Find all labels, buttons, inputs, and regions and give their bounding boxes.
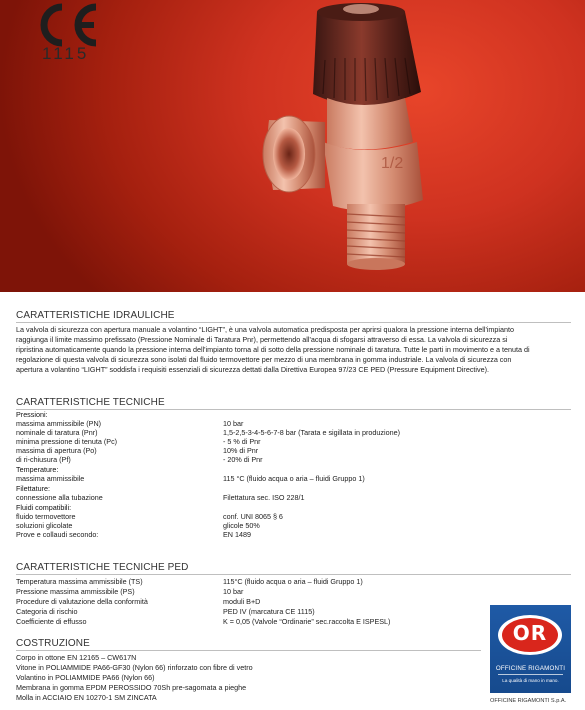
spec-label: nominale di taratura (Pnr) xyxy=(16,428,98,437)
ce-notified-body-number: 1115 xyxy=(42,44,90,63)
hydraulic-description: La valvola di sicurezza con apertura manuale a volantino “LIGHT”, è una valvola automatica predisposta per aprirsi qualora la pressione interna dell'impianto raggiunga il limite massimo prefissato (Pressione Nominale di Taratura Pnr), permettendo all'acqua di sfogarsi attraverso di essa. La valvola di sicurezza si ripristina automaticamente quando la pressione interna dell'impianto torna al di sotto della pressione nominale di taratura. Tutte le parti in movimento e a tenuta di regolazione di questa valvola di sicurezza sono isolati dal fluido termovettore per mezzo di una membrana in gomma industriale. La valvola di sicurezza con apertura a volantino “LIGHT” soddisfa i requisiti essenziali di sicurezza dettati dalla Direttiva Europea 97/23 CE PED (Pressure Equipment Directive). xyxy=(16,325,530,374)
spec-value: - 5 % di Pnr xyxy=(223,437,261,446)
spec-label: Pressioni: xyxy=(16,410,48,419)
ce-mark-icon xyxy=(32,2,102,48)
construction-line: Corpo in ottone EN 12165 – CW617N xyxy=(16,653,137,662)
construction-line: Vitone in POLIAMMIDE PA66-GF30 (Nylon 66) rinforzato con fibre di vetro xyxy=(16,663,253,672)
safety-valve-illustration xyxy=(255,0,455,290)
spec-label: Fluidi compatibili: xyxy=(16,503,72,512)
spec-value: Filettatura sec. ISO 228/1 xyxy=(223,493,305,502)
hydraulic-section xyxy=(16,310,576,375)
ped-label: Procedure di valutazione della conformità xyxy=(16,597,148,606)
logo-divider xyxy=(498,674,563,675)
spec-label: massima ammissibile xyxy=(16,474,85,483)
spec-value: conf. UNI 8065 § 6 xyxy=(223,512,283,521)
spec-label: Temperature: xyxy=(16,465,59,474)
construction-line: Membrana in gomma EPDM PEROSSIDO 70Sh pre-sagomata a pieghe xyxy=(16,683,247,692)
ped-label: Temperatura massima ammissibile (TS) xyxy=(16,577,143,586)
spec-value: - 20% di Pnr xyxy=(223,455,263,464)
ped-row xyxy=(16,577,576,587)
construction-line: Volantino in POLIAMMIDE PA66 (Nylon 66) xyxy=(16,673,155,682)
spec-row xyxy=(16,455,576,465)
spec-value: EN 1489 xyxy=(223,530,251,539)
spec-value: 1,5-2,5-3-4-5-6-7-8 bar (Tarata e sigillata in produzione) xyxy=(223,428,400,437)
product-hero-image xyxy=(0,0,585,292)
spec-value: 115 °C (fluido acqua o aria – fluidi Gruppo 1) xyxy=(223,474,365,483)
section-title-tecniche: CARATTERISTICHE TECNICHE xyxy=(16,397,571,410)
logo-company-name: OFFICINE RIGAMONTI xyxy=(495,665,566,672)
ped-label: Categoria di rischio xyxy=(16,607,78,616)
spec-row xyxy=(16,474,576,484)
spec-row xyxy=(16,530,576,540)
section-title-idrauliche: CARATTERISTICHE IDRAULICHE xyxy=(16,310,571,323)
spec-label: Filettature: xyxy=(16,484,50,493)
section-title-ped: CARATTERISTICHE TECNICHE PED xyxy=(16,562,571,575)
svg-text:1/2: 1/2 xyxy=(381,155,404,172)
spec-label: soluzioni glicolate xyxy=(16,521,73,530)
spec-label: fluido termovettore xyxy=(16,512,76,521)
spec-value: glicole 50% xyxy=(223,521,260,530)
spec-value: 10% di Pnr xyxy=(223,446,259,455)
company-logo xyxy=(490,605,571,693)
ped-value: K = 0,05 (Valvole “Ordinarie” sec.raccolta E ISPESL) xyxy=(223,617,391,626)
spec-label: minima pressione di tenuta (Pc) xyxy=(16,437,118,446)
logo-mark: OR xyxy=(512,621,548,645)
spec-label: massima ammissibile (PN) xyxy=(16,419,102,428)
construction-line: Molla in ACCIAIO EN 10270-1 SM ZINCATA xyxy=(16,693,157,702)
ped-value: PED IV (marcatura CE 1115) xyxy=(223,607,315,616)
ped-label: Pressione massima ammissibile (PS) xyxy=(16,587,135,596)
spec-label: massima di apertura (Po) xyxy=(16,446,97,455)
technical-section xyxy=(16,397,576,540)
spec-value: 10 bar xyxy=(223,419,244,428)
spec-label: connessione alla tubazione xyxy=(16,493,103,502)
ped-value: 115°C (fluido acqua o aria – fluidi Gruppo 1) xyxy=(223,577,363,586)
ped-value: 10 bar xyxy=(223,587,244,596)
logo-tagline: La qualità di mano in mano. xyxy=(502,678,559,683)
ped-value: moduli B+D xyxy=(223,597,261,606)
spec-label: di ri-chiusura (Pf) xyxy=(16,455,71,464)
ped-label: Coefficiente di effusso xyxy=(16,617,87,626)
section-title-costruzione: COSTRUZIONE xyxy=(16,638,481,651)
spec-row xyxy=(16,493,576,503)
ped-row xyxy=(16,587,576,597)
logo-caption: OFFICINE RIGAMONTI S.p.A. xyxy=(490,698,567,704)
spec-label: Prove e collaudi secondo: xyxy=(16,530,99,539)
